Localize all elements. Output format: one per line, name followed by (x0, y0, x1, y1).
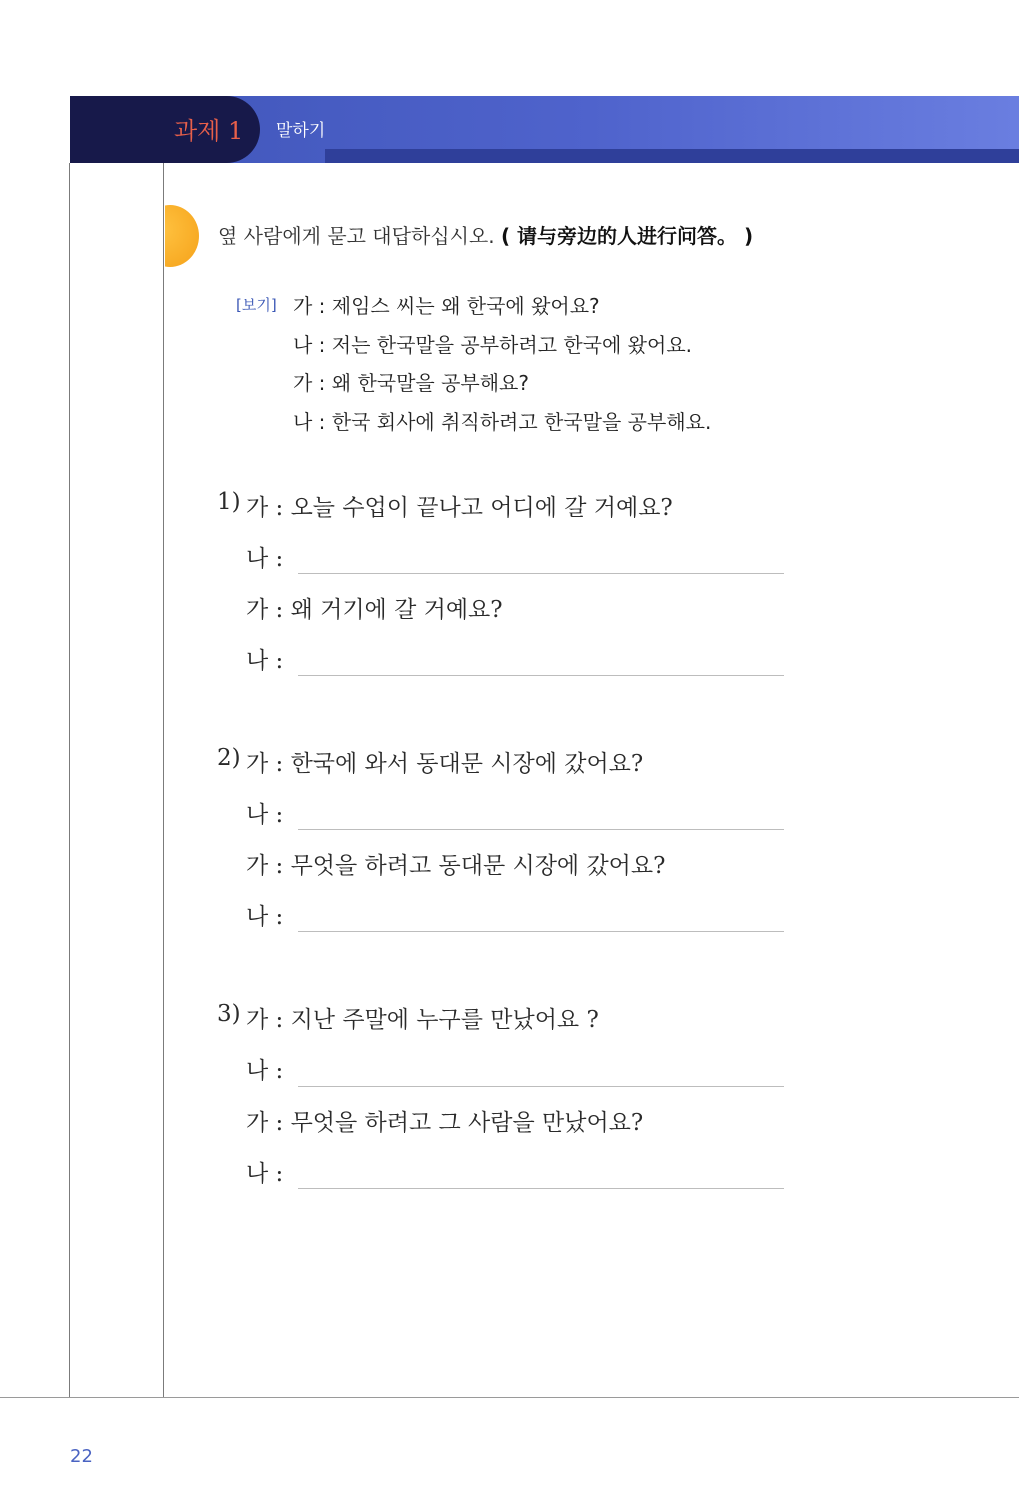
section-header (70, 96, 1019, 163)
example-line: 나 : 저는 한국말을 공부하려고 한국에 왔어요. (293, 333, 692, 357)
answer-label: 나 : (246, 546, 284, 572)
page-number: 22 (70, 1446, 93, 1467)
frame-bottom-line (0, 1397, 1019, 1398)
answer-blank[interactable] (298, 1086, 784, 1087)
example-tag: [보기] (236, 296, 277, 314)
question-line: 가 : 무엇을 하려고 동대문 시장에 갔어요? (246, 853, 666, 879)
frame-left-line (69, 163, 70, 1397)
question-number: 3) (217, 1001, 241, 1027)
answer-blank[interactable] (298, 1188, 784, 1189)
question-number: 2) (217, 745, 241, 771)
answer-blank[interactable] (298, 931, 784, 932)
example-line: 가 : 제임스 씨는 왜 한국에 왔어요? (293, 294, 600, 318)
frame-inner-line (163, 163, 164, 1397)
question-line: 가 : 한국에 와서 동대문 시장에 갔어요? (246, 751, 644, 777)
header-tab (70, 96, 260, 163)
example-line: 가 : 왜 한국말을 공부해요? (293, 371, 529, 395)
answer-label: 나 : (246, 648, 284, 674)
question-number: 1) (217, 489, 241, 515)
task-label: 과제 1 (174, 117, 244, 145)
answer-blank[interactable] (298, 675, 784, 676)
example-line: 나 : 한국 회사에 취직하려고 한국말을 공부해요. (293, 410, 712, 434)
answer-blank[interactable] (298, 573, 784, 574)
instruction-chinese: ( 请与旁边的人进行问答。 ) (500, 224, 754, 248)
orange-bullet-icon (141, 205, 199, 267)
answer-label: 나 : (246, 904, 284, 930)
instruction-korean: 옆 사람에게 묻고 대답하십시오. (218, 224, 495, 248)
question-line: 가 : 왜 거기에 갈 거예요? (246, 597, 503, 623)
header-stripe (325, 149, 1019, 163)
instruction (218, 220, 753, 249)
answer-label: 나 : (246, 1161, 284, 1187)
answer-label: 나 : (246, 1058, 284, 1084)
question-line: 가 : 오늘 수업이 끝나고 어디에 갈 거예요? (246, 495, 673, 521)
question-line: 가 : 무엇을 하려고 그 사람을 만났어요? (246, 1110, 644, 1136)
section-subtitle: 말하기 (276, 121, 326, 141)
answer-label: 나 : (246, 802, 284, 828)
question-line: 가 : 지난 주말에 누구를 만났어요 ? (246, 1007, 599, 1033)
answer-blank[interactable] (298, 829, 784, 830)
